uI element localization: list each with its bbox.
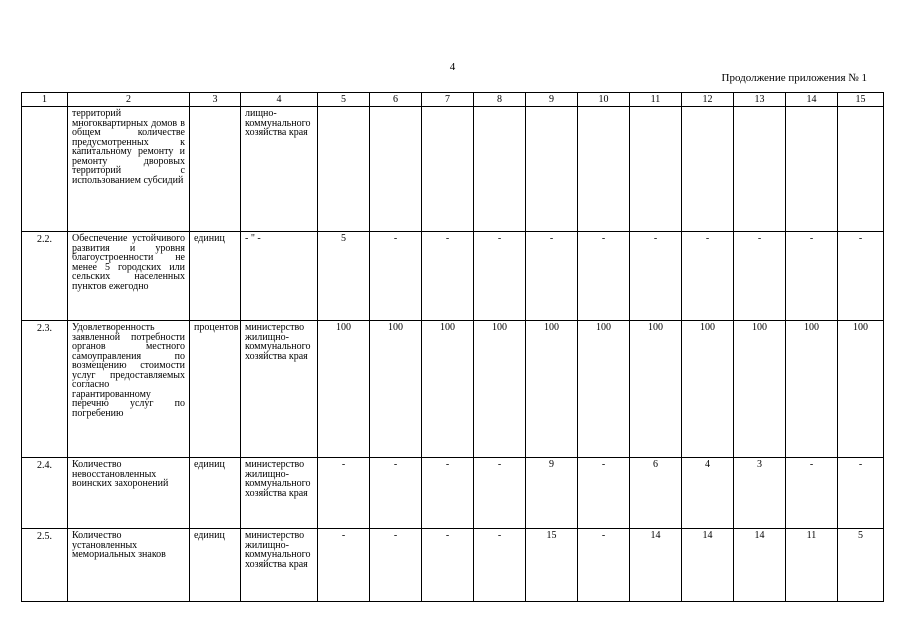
indicator-name: Удовлетворенность заявленной потребности органов местного самоуправления по возмещению стоимости услуг предоставляемых согласно гарантированному перечню услуг по погребению <box>68 321 190 458</box>
value-cell: - <box>838 458 884 529</box>
value-cell: - <box>474 232 526 321</box>
row-number <box>22 107 68 232</box>
value-cell: 100 <box>838 321 884 458</box>
value-cell: 15 <box>526 529 578 602</box>
header-cell: 7 <box>422 93 474 107</box>
row-number: 2.3. <box>22 321 68 458</box>
row-number: 2.5. <box>22 529 68 602</box>
value-cell: 100 <box>578 321 630 458</box>
value-cell: 100 <box>526 321 578 458</box>
value-cell: 100 <box>682 321 734 458</box>
indicator-name: Количество невосстановленных воинских захоронений <box>68 458 190 529</box>
value-cell: - <box>786 232 838 321</box>
value-cell: - <box>318 458 370 529</box>
header-cell: 14 <box>786 93 838 107</box>
header-cell: 10 <box>578 93 630 107</box>
value-cell <box>526 107 578 232</box>
responsible: министерство жилищно-коммунального хозяйства края <box>241 458 318 529</box>
value-cell: - <box>318 529 370 602</box>
value-cell <box>370 107 422 232</box>
value-cell <box>630 107 682 232</box>
header-cell: 11 <box>630 93 682 107</box>
value-cell: - <box>370 529 422 602</box>
value-cell: - <box>422 529 474 602</box>
row-number: 2.4. <box>22 458 68 529</box>
header-cell: 12 <box>682 93 734 107</box>
value-cell: 5 <box>318 232 370 321</box>
header-cell: 3 <box>190 93 241 107</box>
unit: единиц <box>190 529 241 602</box>
value-cell: 100 <box>422 321 474 458</box>
value-cell <box>422 107 474 232</box>
value-cell <box>474 107 526 232</box>
value-cell: 14 <box>734 529 786 602</box>
value-cell: 100 <box>370 321 422 458</box>
indicator-name: территорий многоквартирных домов в общем количестве предусмотренных к капитальному ремонту и ремонту дворовых территорий с использованием субсидий <box>68 107 190 232</box>
table-row <box>22 232 884 321</box>
continuation-caption: Продолжение приложения № 1 <box>721 72 867 84</box>
header-cell: 1 <box>22 93 68 107</box>
header-cell: 15 <box>838 93 884 107</box>
value-cell <box>318 107 370 232</box>
value-cell <box>786 107 838 232</box>
row-number: 2.2. <box>22 232 68 321</box>
table-row <box>22 321 884 458</box>
value-cell: 14 <box>682 529 734 602</box>
value-cell <box>682 107 734 232</box>
value-cell: - <box>474 458 526 529</box>
value-cell: 3 <box>734 458 786 529</box>
indicator-name: Обеспечение устойчивого развития и уровня благоустроенности не менее 5 городских или сельских населенных пунктов ежегодно <box>68 232 190 321</box>
value-cell: - <box>578 529 630 602</box>
value-cell: 14 <box>630 529 682 602</box>
value-cell: - <box>370 232 422 321</box>
value-cell: 100 <box>786 321 838 458</box>
responsible: министерство жилищно-коммунального хозяйства края <box>241 321 318 458</box>
unit: процентов <box>190 321 241 458</box>
value-cell: - <box>734 232 786 321</box>
responsible: министерство жилищно-коммунального хозяйства края <box>241 529 318 602</box>
page-number: 4 <box>449 61 456 73</box>
header-row <box>22 93 884 107</box>
unit <box>190 107 241 232</box>
value-cell: 100 <box>318 321 370 458</box>
header-cell: 2 <box>68 93 190 107</box>
value-cell: - <box>786 458 838 529</box>
header-cell: 5 <box>318 93 370 107</box>
responsible: - " - <box>241 232 318 321</box>
value-cell: 100 <box>474 321 526 458</box>
indicator-name: Количество установленных мемориальных знаков <box>68 529 190 602</box>
value-cell: - <box>422 458 474 529</box>
value-cell: - <box>526 232 578 321</box>
value-cell <box>734 107 786 232</box>
value-cell: - <box>682 232 734 321</box>
value-cell: - <box>578 458 630 529</box>
value-cell: - <box>474 529 526 602</box>
value-cell: 11 <box>786 529 838 602</box>
value-cell: 100 <box>630 321 682 458</box>
header-cell: 8 <box>474 93 526 107</box>
value-cell: 9 <box>526 458 578 529</box>
value-cell: 100 <box>734 321 786 458</box>
table-row <box>22 529 884 602</box>
value-cell: 4 <box>682 458 734 529</box>
value-cell: - <box>370 458 422 529</box>
value-cell: - <box>838 232 884 321</box>
value-cell <box>578 107 630 232</box>
unit: единиц <box>190 232 241 321</box>
responsible: лищно-коммунального хозяйства края <box>241 107 318 232</box>
header-cell: 9 <box>526 93 578 107</box>
value-cell: 5 <box>838 529 884 602</box>
value-cell: - <box>578 232 630 321</box>
indicators-table <box>21 92 884 602</box>
value-cell: 6 <box>630 458 682 529</box>
value-cell: - <box>630 232 682 321</box>
table-row <box>22 107 884 232</box>
header-cell: 4 <box>241 93 318 107</box>
value-cell: - <box>422 232 474 321</box>
table-row <box>22 458 884 529</box>
header-cell: 6 <box>370 93 422 107</box>
value-cell <box>838 107 884 232</box>
header-cell: 13 <box>734 93 786 107</box>
unit: единиц <box>190 458 241 529</box>
